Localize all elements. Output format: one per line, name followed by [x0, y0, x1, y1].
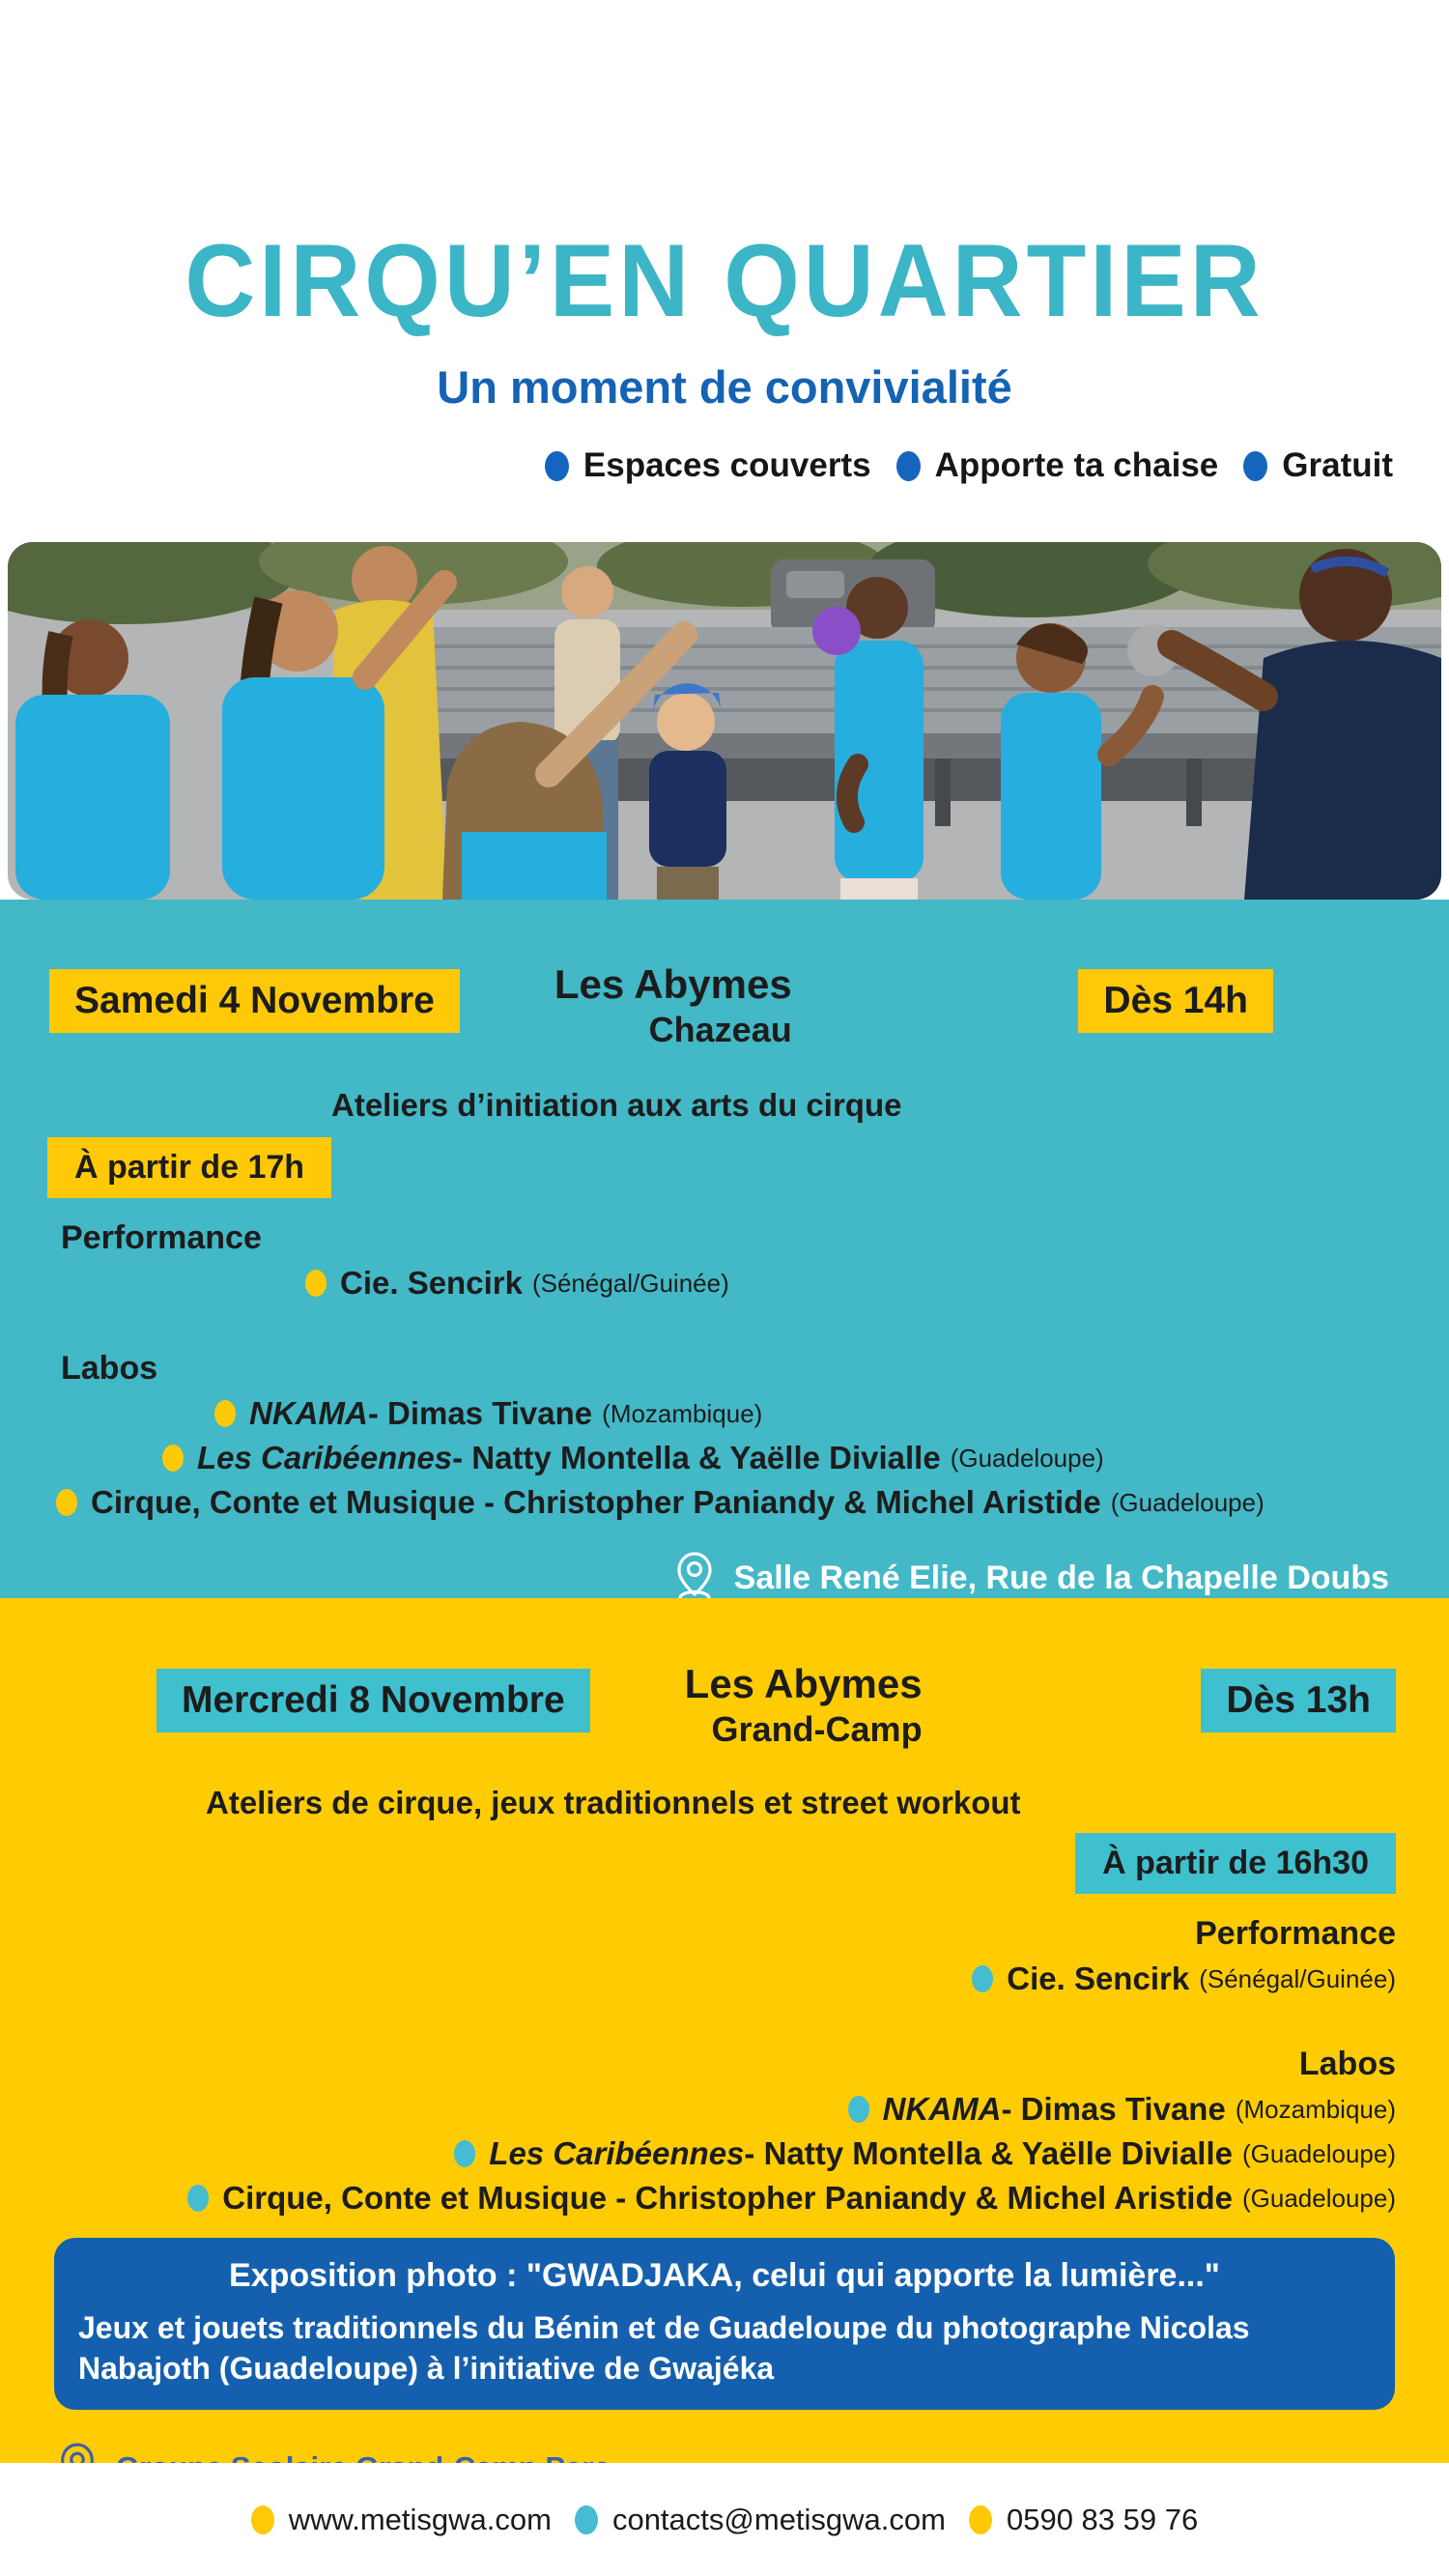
labo-origin: (Guadeloupe): [1242, 2138, 1396, 2168]
labo-act: [0, 2135, 1449, 2172]
poster-title: CIRQU’EN QUARTIER: [185, 223, 1264, 339]
event-header-row: [0, 1661, 1449, 1750]
labo-origin: (Guadeloupe): [1242, 2183, 1396, 2213]
email-text: contacts@metisgwa.com: [611, 2502, 946, 2536]
labo-title: Les Caribéennes: [489, 2135, 745, 2171]
event-location: [685, 1661, 923, 1750]
bullet-dot-icon: [162, 1445, 184, 1472]
act-origin: (Sénégal/Guinée): [531, 1268, 729, 1298]
labo-act: [0, 2091, 1449, 2128]
performance-label: Performance: [61, 1219, 262, 1256]
act-name: Cie. Sencirk: [1007, 1961, 1190, 1996]
labo-origin: (Guadeloupe): [1110, 1487, 1264, 1517]
act-origin: (Sénégal/Guinée): [1199, 1963, 1396, 1993]
bullet-dot-icon: [251, 2505, 274, 2534]
expo-description: Jeux et jouets traditionnels du Bénin et de Guadeloupe du photographe Nicolas Nabajoth (Guadeloupe) à l’initiative de Gwajéka: [78, 2310, 1250, 2386]
labo-names: - Natty Montella & Yaëlle Divialle: [744, 2135, 1233, 2171]
labo-origin: (Guadeloupe): [950, 1443, 1104, 1473]
from-time-badge: À partir de 17h: [47, 1137, 331, 1198]
event-workshops: Ateliers d’initiation aux arts du cirque: [331, 1087, 902, 1123]
labo-names: - Dimas Tivane: [1001, 2091, 1226, 2127]
bullet-dot-icon: [1243, 451, 1267, 481]
bullet-dot-icon: [969, 2505, 992, 2534]
bullet-dot-icon: [972, 1965, 993, 1992]
event-district: Chazeau: [648, 1010, 792, 1049]
from-time-row: [0, 1833, 1449, 1894]
expo-title: Exposition photo : "GWADJAKA, celui qui apporte la lumière...": [229, 2257, 1220, 2294]
act-name: Cie. Sencirk: [340, 1265, 523, 1301]
labo-origin: (Mozambique): [602, 1398, 763, 1428]
event-date-badge: Samedi 4 Novembre: [49, 969, 460, 1033]
bullet-dot-icon: [187, 2185, 209, 2212]
bullet-dot-icon: [575, 2505, 598, 2534]
labo-names: - Natty Montella & Yaëlle Divialle: [452, 1440, 941, 1475]
event-section-mercredi-8-novembre: [0, 1598, 1449, 2463]
labos-label: Labos: [1298, 2046, 1396, 2082]
from-time-row: [0, 1137, 1449, 1198]
event-city: Les Abymes: [684, 1661, 923, 1706]
from-time-badge: À partir de 16h30: [1075, 1833, 1396, 1894]
labo-names: - Dimas Tivane: [367, 1395, 593, 1431]
photo-illustration: [8, 542, 1441, 900]
labo-act: [0, 2180, 1449, 2217]
bullet-dot-icon: [454, 2140, 475, 2167]
badge-label: Apporte ta chaise: [934, 446, 1219, 485]
labo-title: Les Caribéennes: [197, 1440, 453, 1475]
event-header-row: [0, 961, 1449, 1050]
expo-photo-box: [54, 2238, 1395, 2410]
website-text: www.metisgwa.com: [288, 2502, 552, 2536]
contact-footer: [0, 2463, 1449, 2576]
bullet-dot-icon: [545, 451, 569, 481]
badge-label: Espaces couverts: [582, 446, 871, 485]
labo-title: NKAMA: [249, 1395, 368, 1431]
badge-espaces-couverts: [545, 446, 871, 485]
performance-act: [0, 1961, 1449, 1997]
bullet-dot-icon: [56, 1489, 77, 1516]
labo-act: [214, 1395, 1449, 1432]
event-location: [554, 961, 792, 1050]
phone-text: 0590 83 59 76: [1006, 2502, 1199, 2536]
venue-name: Salle René Elie, Rue de la Chapelle Doubs: [733, 1559, 1389, 1596]
event-workshops: Ateliers de cirque, jeux traditionnels et street workout: [206, 1785, 1021, 1820]
labo-act: [162, 1440, 1449, 1476]
event-time-badge: Dès 14h: [1078, 969, 1273, 1033]
labo-names: Cirque, Conte et Musique - Christopher Paniandy & Michel Aristide: [222, 2180, 1233, 2216]
bullet-dot-icon: [305, 1270, 327, 1297]
event-time-badge: Dès 13h: [1201, 1669, 1396, 1732]
event-city: Les Abymes: [554, 961, 792, 1007]
labo-names: Cirque, Conte et Musique - Christopher Paniandy & Michel Aristide: [91, 1484, 1101, 1520]
footer-website: [251, 2503, 552, 2537]
badge-apporte-ta-chaise: [896, 446, 1219, 485]
labos-label: Labos: [61, 1350, 158, 1387]
performance-act: [305, 1265, 1449, 1302]
event-date-badge: Mercredi 8 Novembre: [156, 1669, 590, 1732]
poster-subtitle: Un moment de convivialité: [437, 361, 1012, 414]
event-photo: [8, 542, 1441, 900]
bullet-dot-icon: [848, 2096, 869, 2123]
event-district: Grand-Camp: [711, 1709, 923, 1749]
event-section-samedi-4-novembre: [0, 900, 1449, 1598]
badge-gratuit: [1243, 446, 1393, 485]
labo-act: [56, 1484, 1449, 1521]
poster-header: [0, 0, 1449, 542]
labo-origin: (Mozambique): [1235, 2094, 1396, 2124]
footer-phone: [969, 2503, 1198, 2537]
labo-title: NKAMA: [882, 2091, 1002, 2127]
badge-label: Gratuit: [1282, 446, 1393, 485]
bullet-dot-icon: [896, 451, 921, 481]
performance-label: Performance: [1195, 1915, 1396, 1952]
footer-email: [575, 2503, 946, 2537]
bullet-dot-icon: [214, 1400, 236, 1427]
info-badges: [0, 446, 1449, 485]
